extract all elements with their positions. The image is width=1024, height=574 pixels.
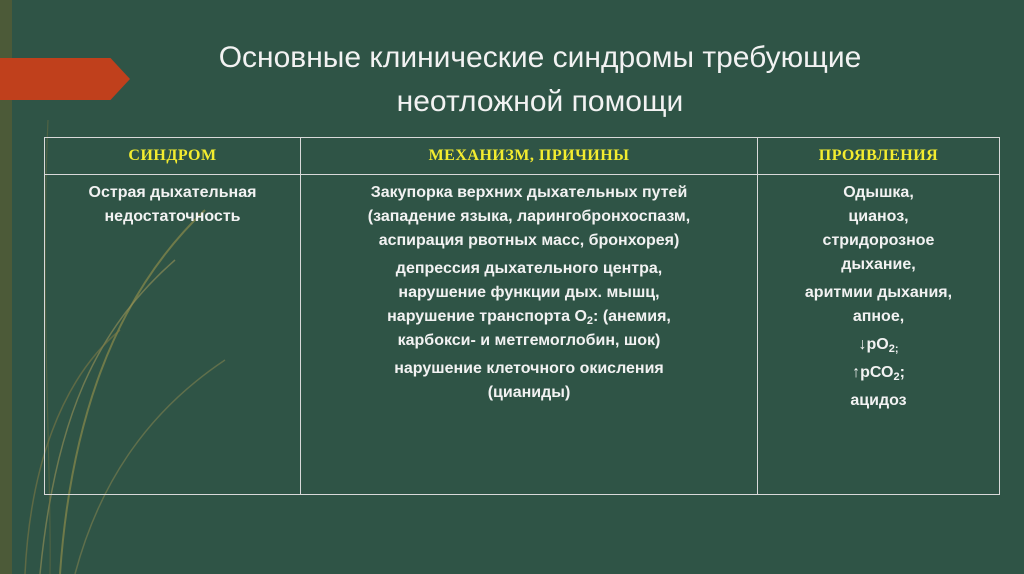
syndromes-table <box>44 137 1000 495</box>
manifestation-line: аритмии дыхания, <box>804 284 953 301</box>
manifestation-line <box>759 361 998 385</box>
title-line-1: Основные клинические синдромы требующие <box>218 41 862 74</box>
mechanism-line: карбокси- и метгемоглобин, шок) <box>397 332 661 349</box>
manifestations-paragraph <box>759 333 998 357</box>
mechanism-line: нарушение клеточного окисления <box>394 360 664 377</box>
mechanism-line: аспирация рвотных масс, бронхорея) <box>378 232 680 249</box>
header-syndrome: СИНДРОМ <box>45 138 301 175</box>
manifestation-text: ↑рСО <box>852 364 894 381</box>
mechanism-paragraph-2 <box>302 257 756 353</box>
mechanism-line: (цианиды) <box>487 384 571 401</box>
subscript: 2 <box>586 315 594 327</box>
header-mechanism: МЕХАНИЗМ, ПРИЧИНЫ <box>301 138 758 175</box>
manifestations-paragraph <box>759 361 998 385</box>
table-header-row <box>45 138 1000 175</box>
manifestations-paragraph <box>759 281 998 329</box>
manifestation-line: ацидоз <box>850 392 907 409</box>
mechanism-text: нарушение транспорта О <box>387 308 587 325</box>
manifestation-line: цианоз, <box>848 208 909 225</box>
table-row <box>45 175 1000 495</box>
manifestations-paragraph <box>759 181 998 277</box>
header-manifestations: ПРОЯВЛЕНИЯ <box>758 138 1000 175</box>
manifestations-cell <box>758 175 1000 495</box>
mechanism-line: (западение языка, ларингобронхоспазм, <box>367 208 691 225</box>
syndrome-line: недостаточность <box>104 208 241 225</box>
manifestation-line: апное, <box>852 308 905 325</box>
mechanism-line: нарушение функции дых. мышц, <box>398 284 660 301</box>
manifestations-paragraph <box>759 389 998 413</box>
mechanism-line <box>302 305 756 329</box>
mechanism-line: Закупорка верхних дыхательных путей <box>370 184 688 201</box>
slide-title <box>90 36 990 124</box>
subscript: 2; <box>888 343 899 355</box>
manifestation-text: ; <box>899 364 905 381</box>
manifestation-line: Одышка, <box>843 184 914 201</box>
mechanism-paragraph-3 <box>302 357 756 405</box>
title-line-2: неотложной помощи <box>396 85 684 118</box>
manifestation-line: дыхание, <box>841 256 916 273</box>
manifestation-line <box>759 333 998 357</box>
mechanism-paragraph-1 <box>302 181 756 253</box>
mechanism-cell <box>301 175 758 495</box>
manifestation-line: стридорозное <box>822 232 935 249</box>
manifestation-text: ↓рО <box>858 336 889 353</box>
syndrome-line: Острая дыхательная <box>88 184 257 201</box>
mechanism-text: : (анемия, <box>593 308 671 325</box>
syndrome-cell <box>45 175 301 495</box>
subscript: 2 <box>893 371 900 383</box>
mechanism-line: депрессия дыхательного центра, <box>395 260 663 277</box>
